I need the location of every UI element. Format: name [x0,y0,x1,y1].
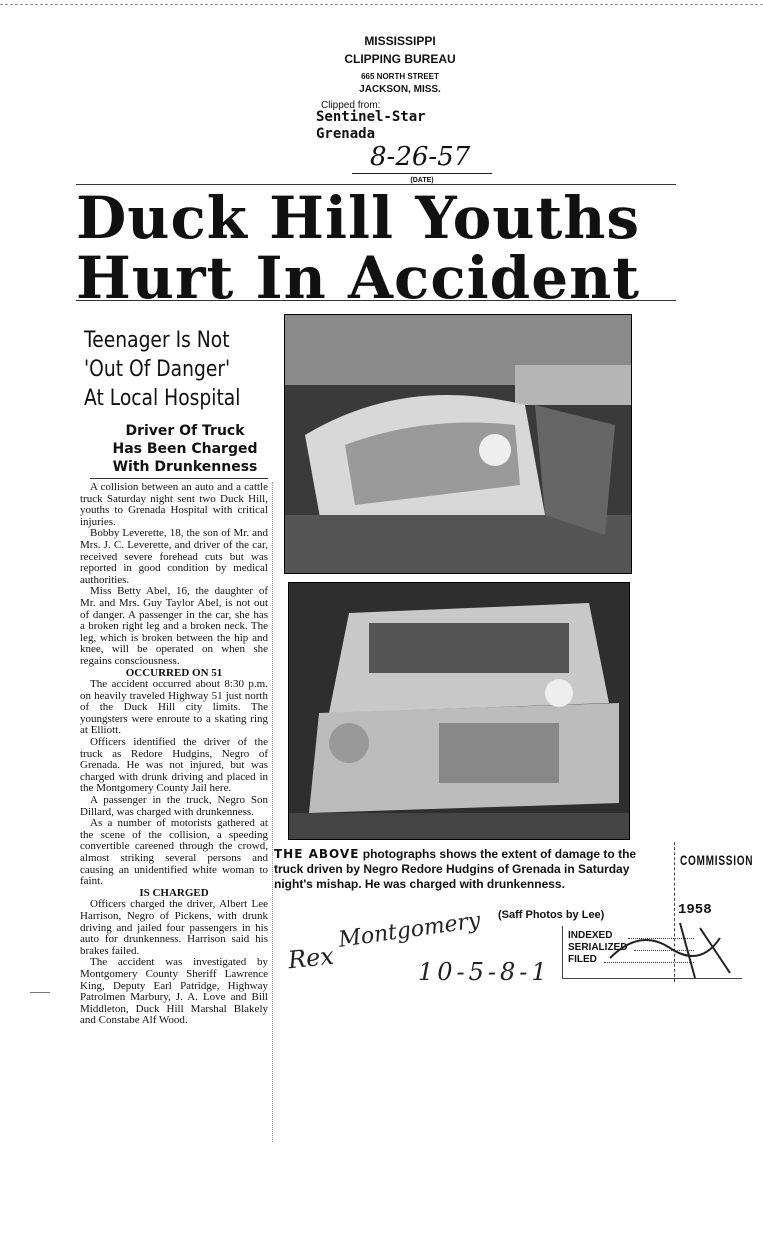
article-paragraph: Miss Betty Abel, 16, the daughter of Mr. and Mrs. Guy Taylor Abel, is not out of danger. A passenger in the car, she has a broken right leg and a broken neck. The leg, which is broken between the hip and knee, will be operated on when she regains consciousness. [80,585,268,667]
photo-truck-side-image [289,583,629,839]
signature-scrawl [600,918,750,988]
photo-truck-front-image [285,315,631,573]
bureau-street: 665 NORTH STREET [361,72,439,81]
subdeck-line: Has Been Charged [112,441,258,457]
photo-caption [274,847,640,892]
date-underline [352,173,492,174]
deck-headline [84,326,246,413]
photo-truck-side [288,582,630,840]
article-paragraph: As a number of motorists gathered at the scene of the collision, a speeding convertible careened through the crowd, almost striking several persons and causing an unidentified white woman to faint. [80,817,268,888]
top-perforation [0,4,763,5]
stamp-serialized: SERIALIZED [568,942,628,953]
article-subhead: IS CHARGED [139,886,209,899]
date-label: (DATE) [410,177,434,184]
stamp-commission: COMMISSION [680,852,754,868]
stamp-indexed: INDEXED [568,930,613,941]
handwritten-date: 8-26-57 [370,142,471,172]
article-paragraph: Bobby Leverette, 18, the son of Mr. and Mrs. J. C. Leverette, and driver of the car, received severe forehead cuts but was reported in good condition by medical authorities. [80,527,268,586]
article-subhead: OCCURRED ON 51 [125,666,223,679]
source-line-2: Grenada [316,126,376,142]
article-paragraph: A collision between an auto and a cattle truck Saturday night sent two Duck Hill, youths to Grenada Hospital with critical injuries. [80,481,268,528]
caption-body: photographs shows the extent of damage to the truck driven by Negro Redore Hudgins of Grenada in Saturday night's mishap. He was charged with drunkenness. [274,847,637,891]
subdeck-line: With Drunkenness [112,459,258,475]
source-newspaper [316,109,426,143]
handwritten-county: Montgomery [336,908,482,953]
article-paragraph: A passenger in the truck, Negro Son Dillard, was charged with drunkenness. [80,794,268,818]
stamp-filed: FILED [568,954,597,965]
article-body [80,482,268,1027]
bureau-name-line1: MISSISSIPPI [364,34,436,48]
stamp-year: 1958 [678,902,712,918]
subdeck-line: Driver Of Truck [125,423,245,439]
headline-line-2: Hurt In Accident [76,244,641,312]
handwritten-code: 10-5-8-1 [418,958,551,986]
clipped-from-label: Clipped from: [321,100,381,111]
article-paragraph: The accident occurred about 8:30 p.m. on heavily traveled Highway 51 just north of the Duck Hill city limits. The youngsters were enroute to a skating ring at Elliott. [80,678,268,737]
margin-mark [30,992,50,993]
headline-line-1: Duck Hill Youths [76,184,641,252]
sub-deck [100,422,270,476]
handwritten-initial: Rex [286,941,336,975]
article-paragraph: Officers identified the driver of the truck as Redore Hudgins, Negro of Grenada. He was not injured, but was charged with drunk driving and placed in the Montgomery County Jail here. [80,736,268,795]
caption-lead: THE ABOVE [274,847,360,861]
deck-line: Teenager Is Not [84,328,230,353]
photo-credit: (Saff Photos by Lee) [498,909,605,921]
photo-truck-front [284,314,632,574]
bureau-city: JACKSON, MISS. [359,84,441,95]
deck-line: At Local Hospital [84,386,241,411]
subdeck-rule [90,478,268,479]
column-divider [272,482,273,1142]
article-paragraph: The accident was investigated by Montgomery County Sheriff Lawrence King, Deputy Earl Patridge, Highway Patrolmen Marbury, J. A. Love and Bill Middleton, Duck Hill Marshal Blakely and Constabe Alf Wood. [80,956,268,1027]
bureau-name-line2: CLIPPING BUREAU [344,52,456,66]
headline-rule-bottom [76,300,676,301]
deck-line: 'Out Of Danger' [84,357,231,382]
article-paragraph: Officers charged the driver, Albert Lee Harrison, Negro of Pickens, with drunk driving and jailed four passengers in his auto for drunkenness. Harrison said his brakes failed. [80,898,268,957]
stamp-left-edge [562,926,563,978]
source-line-1: Sentinel-Star [316,109,426,125]
